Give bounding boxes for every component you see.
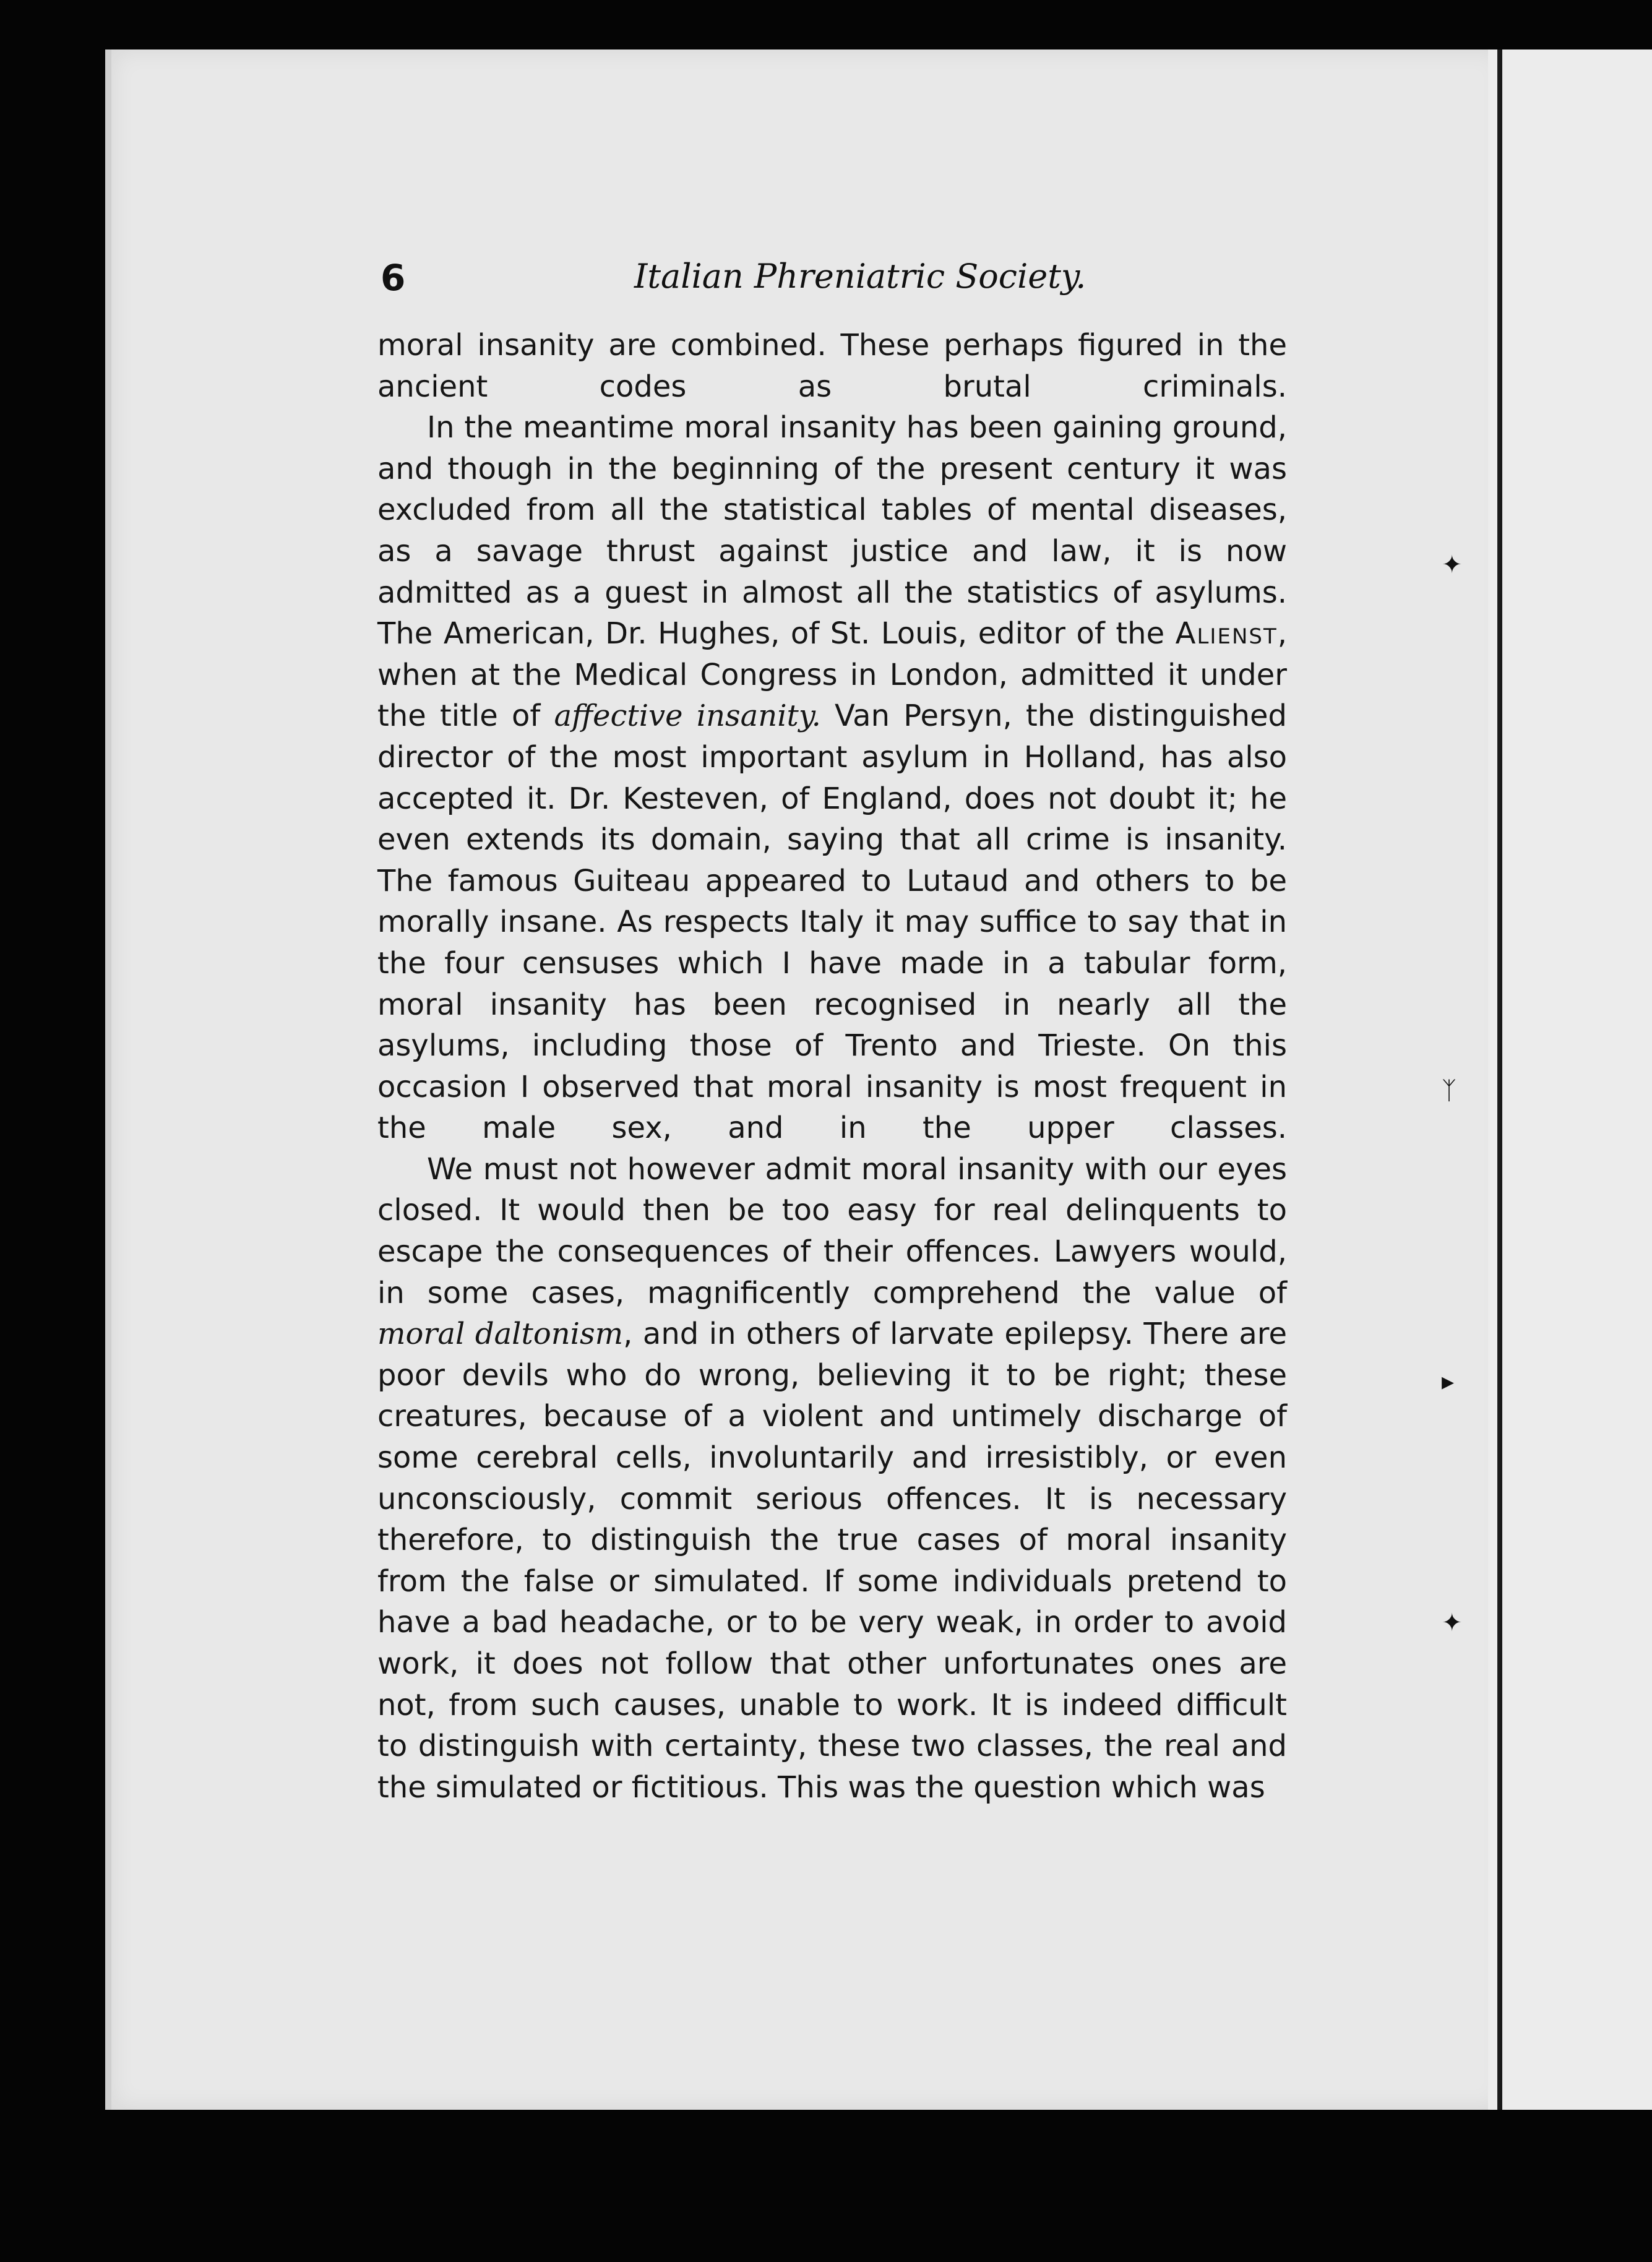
binding-mark: ✦: [1442, 1609, 1463, 1637]
facing-page-edge: [1488, 49, 1652, 2110]
affective-insanity-term: affective insanity.: [554, 699, 821, 734]
moral-daltonism-term: moral daltonism: [377, 1317, 624, 1352]
binding-edge: [1497, 49, 1502, 2110]
body-text: [377, 325, 1287, 1808]
paragraph-3-text-a: We must not however admit moral insanity with our eyes closed. It would then be too easy for real delinquents to escape the consequences of their offences. Lawyers would, in some cases, magnificently comprehend the value of: [377, 1151, 1287, 1310]
page-number: 6: [381, 257, 406, 299]
binding-mark: ✦: [1442, 551, 1463, 579]
binding-mark: ▸: [1442, 1367, 1455, 1396]
running-head: [275, 257, 1389, 306]
alienist-journal-name: Alienst: [1175, 616, 1278, 652]
paragraph-2: [377, 407, 1287, 1149]
paragraph-3: [377, 1149, 1287, 1808]
paragraph-2-text-a: In the meantime moral insanity has been gaining ground, and though in the beginning of the present century it was excluded from all the statistical tables of mental diseases, as a savage thrust against justice and law, it is now admitted as a guest in almost all the statistics of asylums. The American, Dr. Hughes, of St. Louis, editor of the: [377, 410, 1287, 652]
paragraph-2-text-c: Van Persyn, the distinguished director of the most important asylum in Holland, has also accepted it. Dr. Kesteven, of England, does not doubt it; he even extends its domain, saying that all crime is insanity. The famous Guiteau appeared to Lutaud and others to be morally insane. As respects Italy it may suffice to say that in the four censuses which I have made in a tabular form, moral insanity has been recognised in nearly all the asylums, including those of Trento and Trieste. On this occasion I observed that moral insanity is most frequent in the male sex, and in the upper classes.: [377, 699, 1288, 1146]
running-title: Italian Phreniatric Society.: [634, 257, 1086, 296]
paragraph-2-text-b: , when at the Medical Congress in London, admitted it under the title of: [377, 616, 1287, 734]
paragraph-3-text-b: , and in others of larvate epilepsy. There are poor devils who do wrong, believing it to be right; these creatures, because of a violent and untimely discharge of some cerebral cells, involuntarily and irresistibly, or even unconsciously, commit serious offences. It is necessary therefore, to distinguish the true cases of moral insanity from the false or simulated. If some individuals pretend to have a bad headache, or to be very weak, in order to avoid work, it does not follow that other unfortunates ones are not, from such causes, unable to work. It is indeed difficult to distinguish with certainty, these two classes, the real and the simulated or fictitious. This was the question which was: [377, 1317, 1287, 1805]
paragraph-1: moral insanity are combined. These perhaps figured in the ancient codes as brutal criminals.: [377, 328, 1287, 404]
binding-mark: ᛉ: [1442, 1077, 1456, 1105]
